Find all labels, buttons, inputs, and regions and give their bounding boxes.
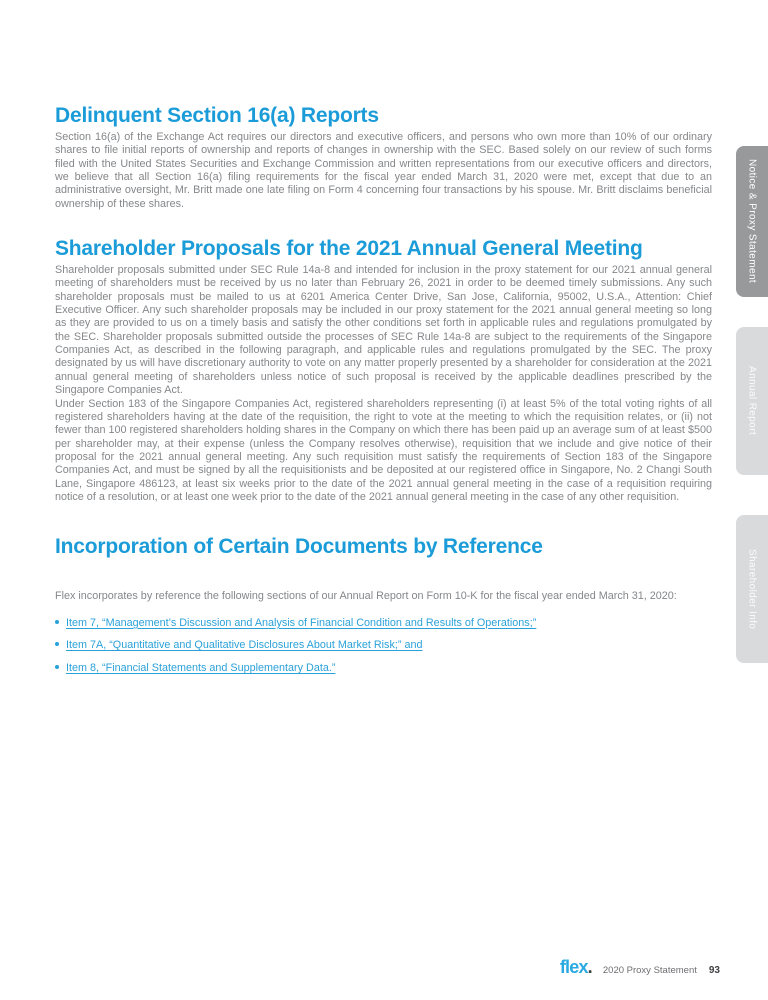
tab-shareholder-info[interactable] <box>736 515 768 663</box>
list-item <box>55 662 712 675</box>
tab-notice-proxy-statement[interactable] <box>736 146 768 297</box>
link-item-8[interactable]: Item 8, “Financial Statements and Supplementary Data.” <box>66 662 336 675</box>
link-item-7[interactable]: Item 7, “Management’s Discussion and Analysis of Financial Condition and Results of Operations;” <box>66 616 537 629</box>
section-heading: Shareholder Proposals for the 2021 Annual General Meeting <box>55 237 643 261</box>
link-item-7a[interactable]: Item 7A, “Quantitative and Qualitative Disclosures About Market Risk;” and <box>66 639 423 652</box>
paragraph: Section 16(a) of the Exchange Act requires our directors and executive officers, and persons who own more than 10% of our ordinary shares to file initial reports of ownership and reports of changes in ownership with the SEC. Based solely on our review of such forms filed with the United States Securities and Exchange Commission and written representations from our executive officers and directors, we believe that all Section 16(a) filing requirements for the fiscal year ended March 31, 2020 were met, except that due to an administrative oversight, Mr. Britt made one late filing on Form 4 concerning four transactions by his spouse. Mr. Britt disclaims beneficial ownership of these shares. <box>55 131 712 210</box>
page-footer <box>560 958 720 976</box>
list-item <box>55 639 712 652</box>
bullet-icon <box>55 620 59 624</box>
section-delinquent-reports <box>55 101 712 211</box>
bullet-icon <box>55 665 59 669</box>
page-number: 93 <box>708 965 720 976</box>
flex-logo: flex. <box>559 957 592 977</box>
section-heading: Incorporation of Certain Documents by Reference <box>55 535 543 559</box>
tab-annual-report[interactable] <box>736 327 768 475</box>
intro-text: Flex incorporates by reference the following sections of our Annual Report on Form 10-K for the fiscal year ended March 31, 2020: <box>55 590 677 603</box>
section-heading: Delinquent Section 16(a) Reports <box>55 104 379 127</box>
bullet-icon <box>55 642 59 646</box>
logo-dot: . <box>587 957 592 977</box>
tab-label: Annual Report <box>746 366 758 436</box>
tab-label: Shareholder Info <box>746 548 758 630</box>
section-shareholder-proposals <box>55 234 712 504</box>
section-incorporation-by-reference <box>55 532 712 675</box>
tab-label: Notice & Proxy Statement <box>746 159 758 284</box>
reference-list <box>55 617 712 676</box>
paragraph: Under Section 183 of the Singapore Companies Act, registered shareholders representing (i) at least 5% of the total voting rights of all registered shareholders having at the date of the requisition, the right to vote at the meeting to which the requisition relates, or (ii) not fewer than 100 registered shareholders holding shares in the Company on which there has been paid up an average sum of at least $500 per shareholder may, at their expense (unless the Company resolves otherwise), requisition that we include and give notice of their proposal for the 2021 annual general meeting. Any such requisition must satisfy the requirements of Section 183 of the Singapore Companies Act, and must be signed by all the requisitionists and be deposited at our registered office in Singapore, No. 2 Changi South Lane, Singapore 486123, at least six weeks prior to the date of the 2021 annual general meeting in the case of a requisition requiring notice of a resolution, or at least one week prior to the date of the 2021 annual general meeting in the case of any other requisition. <box>55 397 712 503</box>
page-content <box>55 0 712 685</box>
paragraph: Shareholder proposals submitted under SEC Rule 14a-8 and intended for inclusion in the proxy statement for our 2021 annual general meeting of shareholders must be received by us no later than February 26, 2021 in order to be deemed timely submissions. Any such shareholder proposals must be mailed to us at 6201 America Center Drive, San Jose, California, 95002, U.S.A., Attention: Chief Executive Officer. Any such shareholder proposals may be included in our proxy statement for the 2021 annual general meeting so long as they are provided to us on a timely basis and satisfy the other conditions set forth in applicable rules and regulations promulgated by the SEC. Shareholder proposals submitted outside the processes of SEC Rule 14a-8 are subject to the requirements of the Singapore Companies Act, as described in the following paragraph, and applicable rules and regulations promulgated by the SEC. The proxy designated by us will have discretionary authority to vote on any matter properly presented by a shareholder for consideration at the 2021 annual general meeting of shareholders unless notice of such proposal is received by the applicable deadlines prescribed by the Singapore Companies Act. <box>55 264 712 397</box>
list-item <box>55 617 712 630</box>
footer-statement: 2020 Proxy Statement <box>602 965 697 976</box>
